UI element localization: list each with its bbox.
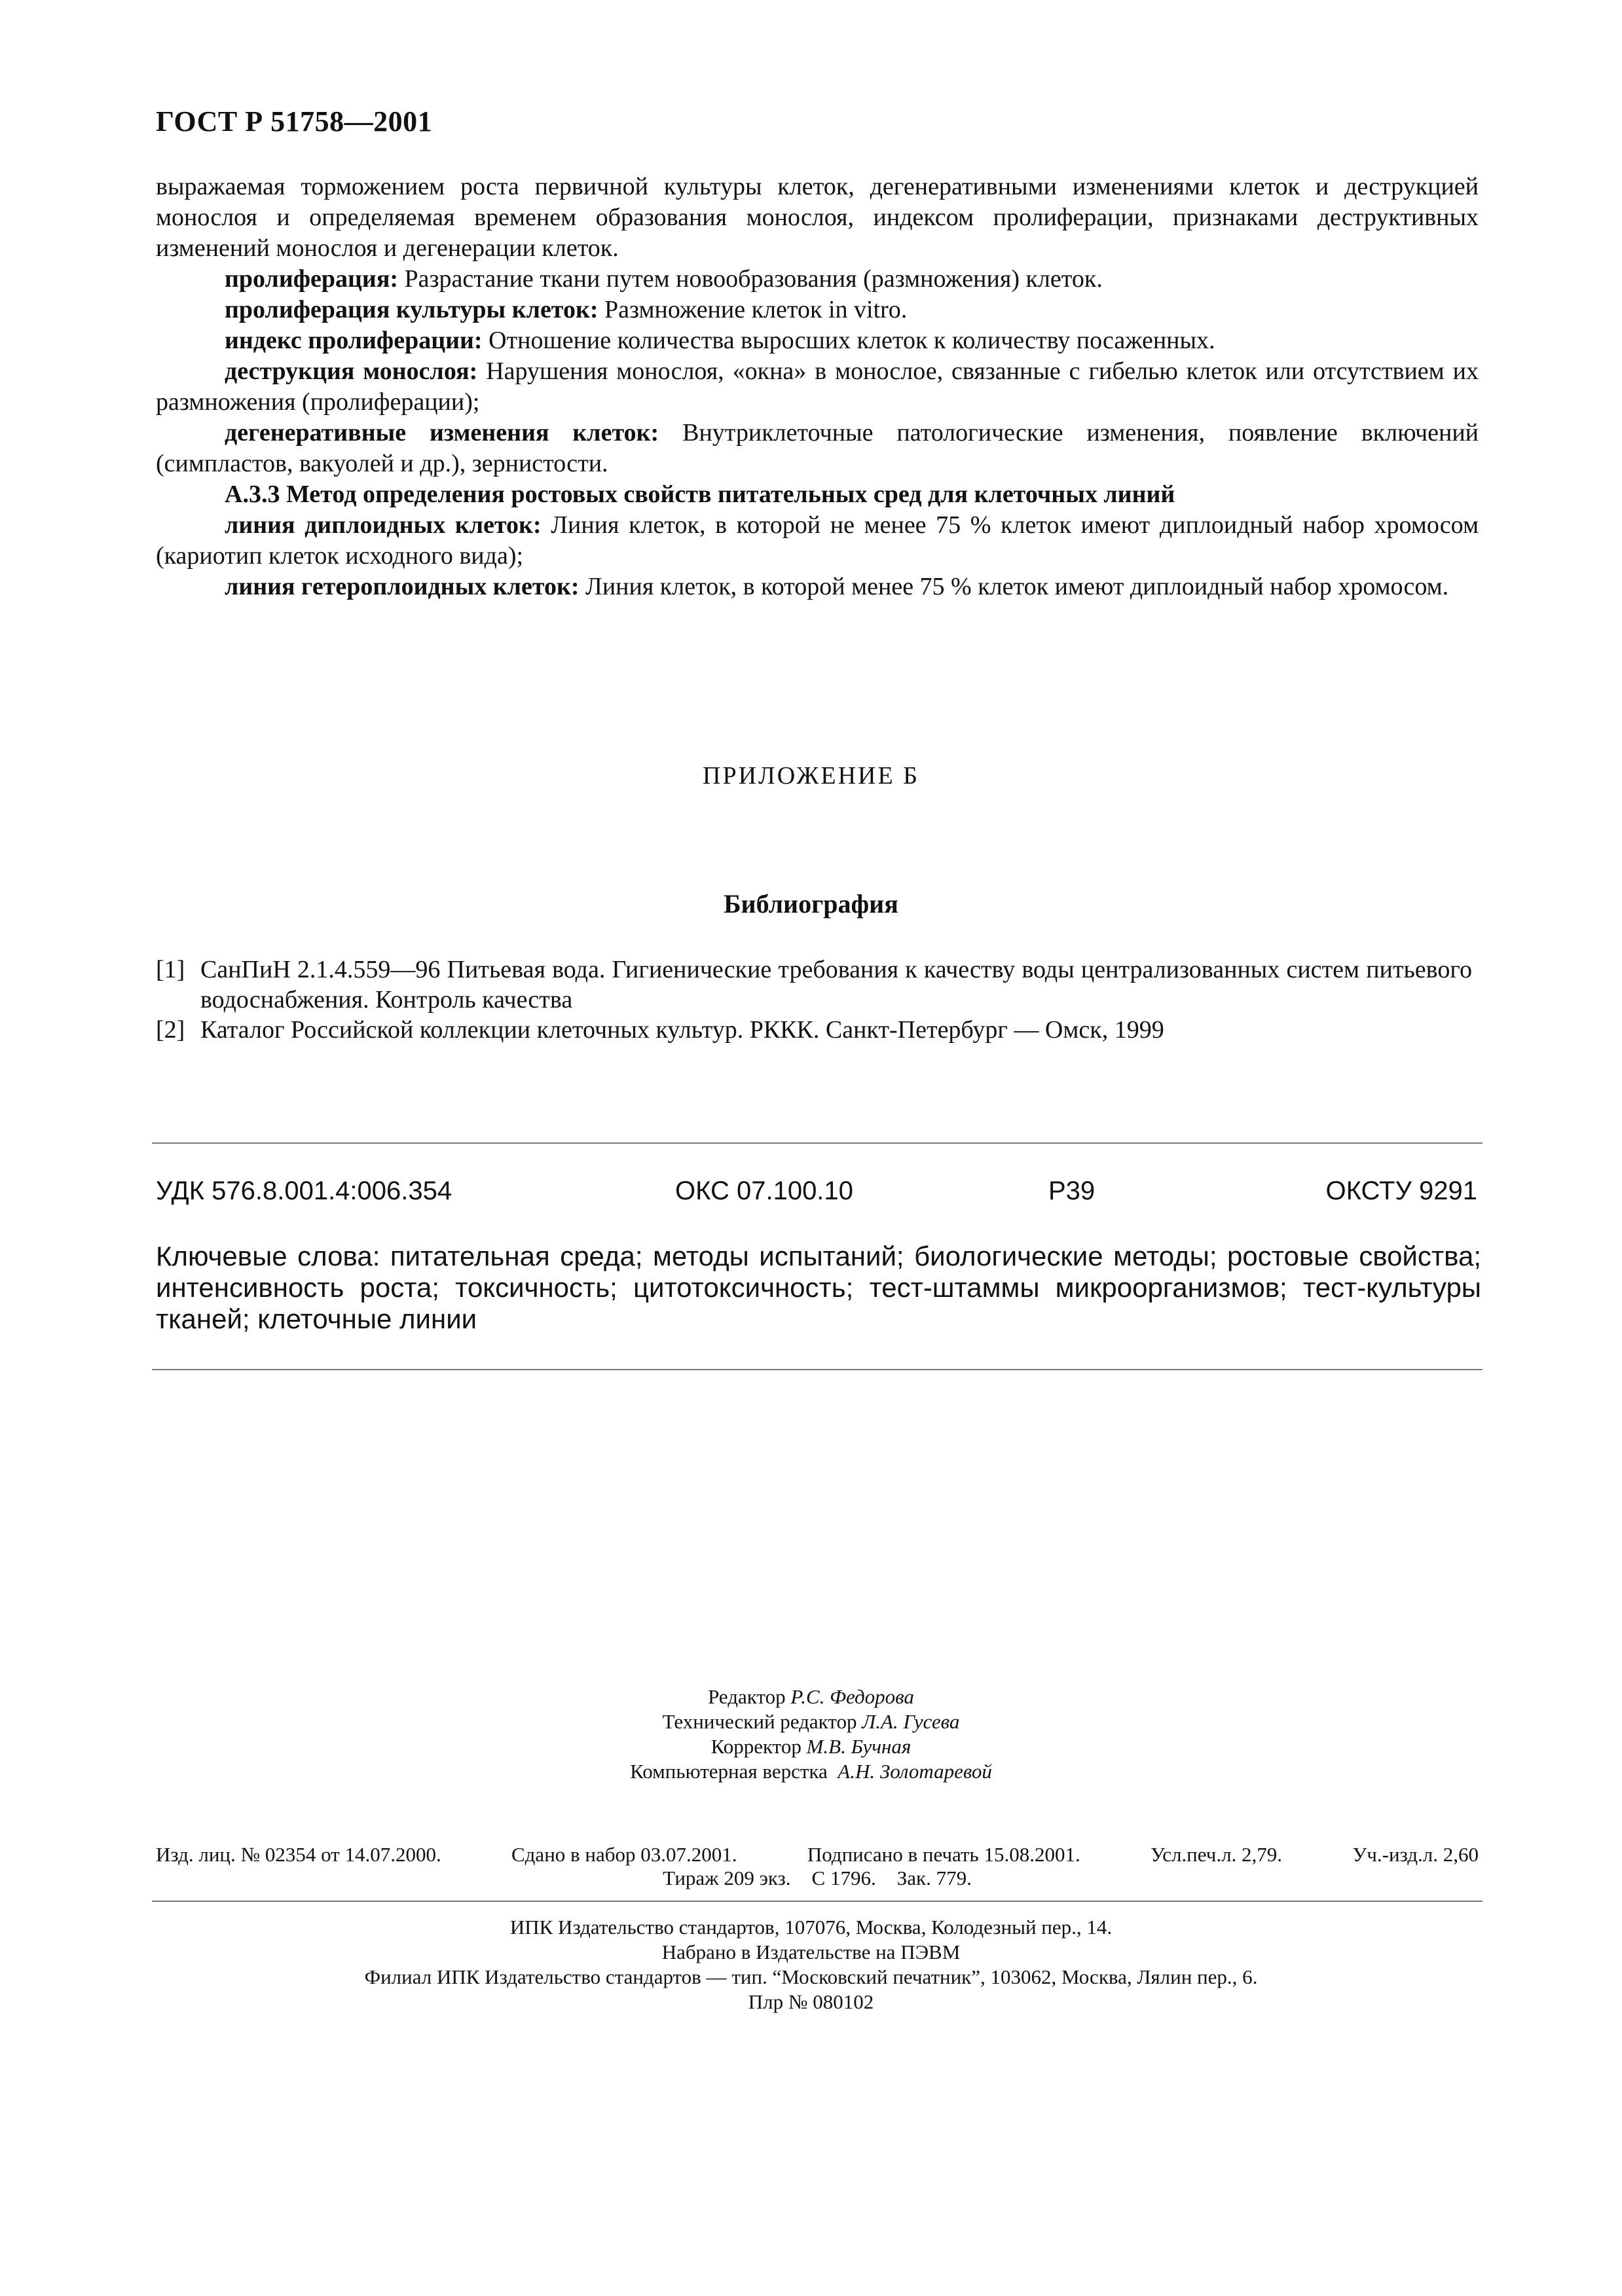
paragraph-continuation: выражаемая торможением роста первичной культуры клеток, дегенеративными изменениями клеток и деструкцией монослоя и определяемая временем образования монослоя, индексом пролиферации, признаками деструктивных изменений монослоя и дегенерации клеток. (156, 173, 1479, 262)
divider (152, 1901, 1483, 1902)
r-code: Р39 (1048, 1176, 1096, 1205)
divider (152, 1369, 1483, 1370)
body-text (156, 172, 1479, 602)
reference-text: Каталог Российской коллекции клеточных культур. РККК. Санкт-Петербург — Омск, 1999 (200, 1016, 1164, 1044)
document-id: ГОСТ Р 51758—2001 (156, 105, 433, 137)
keywords: Ключевые слова: питательная среда; методы испытаний; биологические методы; ростовые свойства; интенсивность роста; токсичность; цитотоксичность; тест-штаммы микроорганизмов; тест-культуры тканей; клеточные линии (156, 1241, 1481, 1334)
divider (152, 1142, 1483, 1144)
list-item (156, 955, 1472, 1015)
definition-text: Внутриклеточные патологические изменения, появление включений (симпластов, вакуолей и др.), зернистости. (156, 419, 1479, 477)
definition-term: линия гетероплоидных клеток: (225, 573, 580, 600)
bibliography-list (156, 955, 1472, 1045)
bibliography-title: Библиография (724, 889, 898, 919)
definition-text: Линия клеток, в которой менее 75 % клеток имеют диплоидный набор хромосом. (579, 573, 1449, 600)
definition-term: пролиферация культуры клеток: (225, 296, 599, 323)
definition-proliferation (156, 264, 1479, 295)
udk-code: УДК 576.8.001.4:006.354 (156, 1176, 452, 1205)
definition-text: Отношение количества выросших клеток к количеству посаженных. (482, 327, 1215, 354)
credit-proofreader: Корректор М.В. Бучная (710, 1735, 912, 1758)
imprint-line: Тираж 209 экз. С 1796. Зак. 779. (663, 1867, 972, 1889)
definition-term: пролиферация: (225, 265, 399, 293)
reference-text: СанПиН 2.1.4.559—96 Питьевая вода. Гигиенические требования к качеству воды централизованных систем питьевого водоснабжения. Контроль качества (200, 956, 1472, 1013)
definition-heteroploid-line (156, 572, 1479, 602)
imprint-line: Изд. лиц. № 02354 от 14.07.2000. Сдано в набор 03.07.2001. Подписано в печать 15.08.2001. Усл.печ.л. 2,79. Уч.-изд.л. 2,60 (156, 1843, 1479, 1866)
definition-culture-proliferation (156, 295, 1479, 325)
appendix-title: ПРИЛОЖЕНИЕ Б (703, 762, 919, 790)
section-heading: А.3.3 Метод определения ростовых свойств питательных сред для клеточных линий (225, 481, 1175, 508)
definition-proliferation-index (156, 325, 1479, 356)
definition-text: Линия клеток, в которой не менее 75 % клеток имеют диплоидный набор хромосом (кариотип клеток исходного вида); (156, 511, 1479, 570)
definition-text: Нарушения монослоя, «окна» в монослое, связанные с гибелью клеток или отсутствием их размножения (пролиферации); (156, 357, 1479, 416)
definition-term: деструкция монослоя: (225, 357, 478, 385)
oks-code: ОКС 07.100.10 (675, 1176, 853, 1205)
definition-diploid-line (156, 510, 1479, 572)
credit-tech-editor: Технический редактор Л.А. Гусева (662, 1710, 960, 1733)
credit-layout: Компьютерная верстка А.Н. Золотаревой (630, 1760, 992, 1783)
credit-editor: Редактор Р.С. Федорова (708, 1685, 914, 1708)
okstu-code: ОКСТУ 9291 (1325, 1176, 1477, 1205)
credits (0, 1685, 1622, 1784)
imprint (156, 1843, 1479, 1890)
definition-text: Разрастание ткани путем новообразования (размножения) клеток. (398, 265, 1103, 293)
definition-term: дегенеративные изменения клеток: (225, 419, 659, 446)
definition-degenerative-changes (156, 418, 1479, 479)
definition-term: линия диплоидных клеток: (225, 511, 542, 539)
definition-monolayer-destruction (156, 356, 1479, 418)
reference-number: [1] (156, 956, 185, 983)
list-item (156, 1015, 1472, 1045)
reference-number: [2] (156, 1016, 185, 1044)
publisher-info: ИПК Издательство стандартов, 107076, Москва, Колодезный пер., 14. Набрано в Издательстве на ПЭВМ Филиал ИПК Издательство стандартов — тип. “Московский печатник”, 103062, Москва, Лялин пер., 6. Плр № 080102 (364, 1916, 1258, 2013)
definition-text: Размножение клеток in vitro. (598, 296, 908, 323)
definition-term: индекс пролиферации: (225, 327, 483, 354)
